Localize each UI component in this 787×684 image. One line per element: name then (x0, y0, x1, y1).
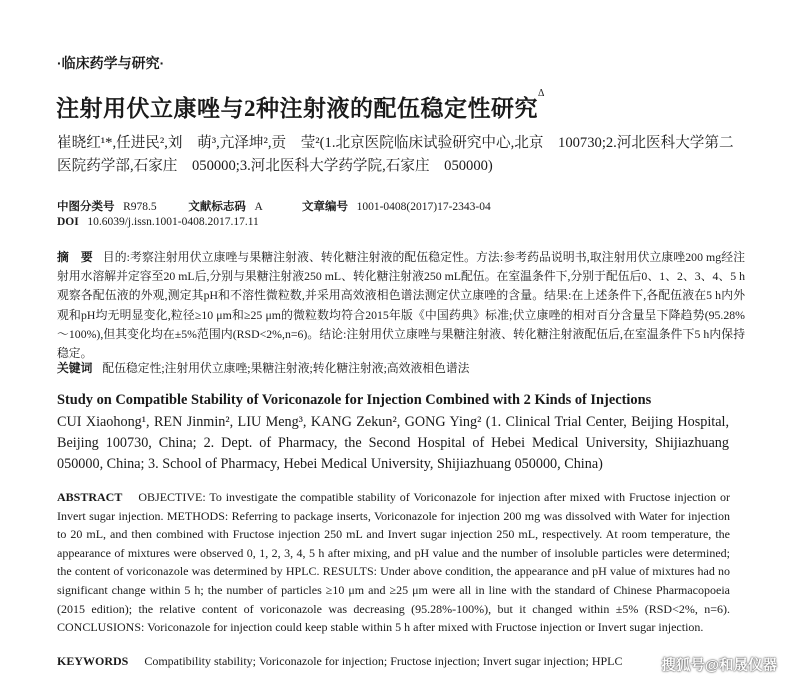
article-title-cn (56, 90, 545, 123)
abstract-en-label: ABSTRACT (57, 490, 123, 504)
title-cn-text: 注射用伏立康唑与2种注射液的配伍稳定性研究 (56, 96, 538, 121)
clc-label: 中图分类号 (57, 201, 115, 213)
authors-affiliations-cn: 崔晓红¹*,任进民²,刘 萌³,亢泽坤²,贡 莹²(1.北京医院临床试验研究中心,北京 100730;2.河北医科大学第二医院药学部,石家庄 050000;3.河北医科大学药学院,石家庄 050000) (57, 135, 734, 174)
clc-value: R978.5 (123, 201, 157, 213)
keywords-en-text: Compatibility stability; Voriconazole for injection; Fructose injection; Invert sugar injection; HPLC (144, 654, 623, 668)
watermark: 搜狐号@和晟仪器 (661, 658, 777, 674)
abstract-en-text: OBJECTIVE: To investigate the compatible stability of Voriconazole for injection after mixed with Fructose injection or Invert sugar injection. METHODS: Referring to package inserts, Voriconazole for injection 200 mg was dissolved with Water for injection to 20 mL, and then combined with Fructose injection 250 mL and Invert sugar injection 250 mL, respectively. At room temperature, the appearance of mixtures were observed 0, 1, 2, 3, 4, 5 h after mixing, and pH value and the number of insoluble particles were determined; the content of voriconazole was determined by HPLC. RESULTS: Under above condition, the appearance and pH value of mixtures had no significant change within 5 h; the number of particles ≥10 μm and ≥25 μm were all in line with the standard of Chinese Pharmacopoeia (2015 edition); the relative content of voriconazole was decreasing (95.28%-100%), but it changed within ±5% (RSD<2%, n=6). CONCLUSIONS: Voriconazole for injection could keep stable within 5 h after mixed with Fructose injection or Invert sugar injection. (57, 490, 730, 635)
article-title-en: Study on Compatible Stability of Voriconazole for Injection Combined with 2 Kinds of Injections (57, 392, 652, 408)
article-metadata (57, 198, 491, 214)
abstract-cn (57, 248, 745, 363)
article-no-label: 文章编号 (301, 201, 348, 213)
abstract-cn-text: 目的:考察注射用伏立康唑与果糖注射液、转化糖注射液的配伍稳定性。方法:参考药品说明书,取注射用伏立康唑200 mg经注射用水溶解并定容至20 mL后,分别与果糖注射液250 mL、转化糖注射液250 mL配伍。在室温条件下,分别于配伍后0、1、2、3、4、5 h观察各配伍液的外观,测定其pH和不溶性微粒数,并采用高效液相色谱法测定伏立康唑的含量。结果:在上述条件下,各配伍液在5 h内外观和pH均无明显变化,粒径≥10 μm和≥25 μm的微粒数均符合2015年版《中国药典》标准;伏立康唑的相对百分含量呈下降趋势(95.28%～100%),但其变化均在±5%范围内(RSD<2%,n=6)。结论:注射用伏立康唑与果糖注射液、转化糖注射液配伍后,在室温条件下5 h内保持稳定。 (57, 250, 745, 361)
doc-code-value: A (254, 201, 263, 213)
keywords-en-label: KEYWORDS (57, 654, 129, 668)
keywords-en (57, 654, 747, 669)
doi-value: 10.6039/j.issn.1001-0408.2017.17.11 (87, 216, 259, 228)
article-no-value: 1001-0408(2017)17-2343-04 (356, 201, 491, 213)
keywords-cn-text: 配伍稳定性;注射用伏立康唑;果糖注射液;转化糖注射液;高效液相色谱法 (102, 361, 470, 375)
abstract-en (57, 488, 730, 637)
authors-affiliations-en: CUI Xiaohong¹, REN Jinmin², LIU Meng³, KANG Zekun², GONG Ying² (1. Clinical Trial Center, Beijing Hospital, Beijing 100730, China; 2. Dept. of Pharmacy, the Second Hospital of Hebei Medical University, Shijiazhuang 050000, China; 3. School of Pharmacy, Hebei Medical University, Shijiazhuang 050000, China) (57, 414, 729, 472)
keywords-cn-label: 关键词 (57, 361, 93, 375)
title-footnote-mark: Δ (538, 88, 545, 99)
abstract-cn-label: 摘 要 (57, 250, 93, 264)
section-label: ·临床药学与研究· (57, 55, 165, 71)
doc-code-label: 文献标志码 (188, 201, 246, 213)
keywords-cn (57, 359, 745, 376)
doi-line (57, 216, 259, 228)
doi-label: DOI (57, 216, 79, 228)
